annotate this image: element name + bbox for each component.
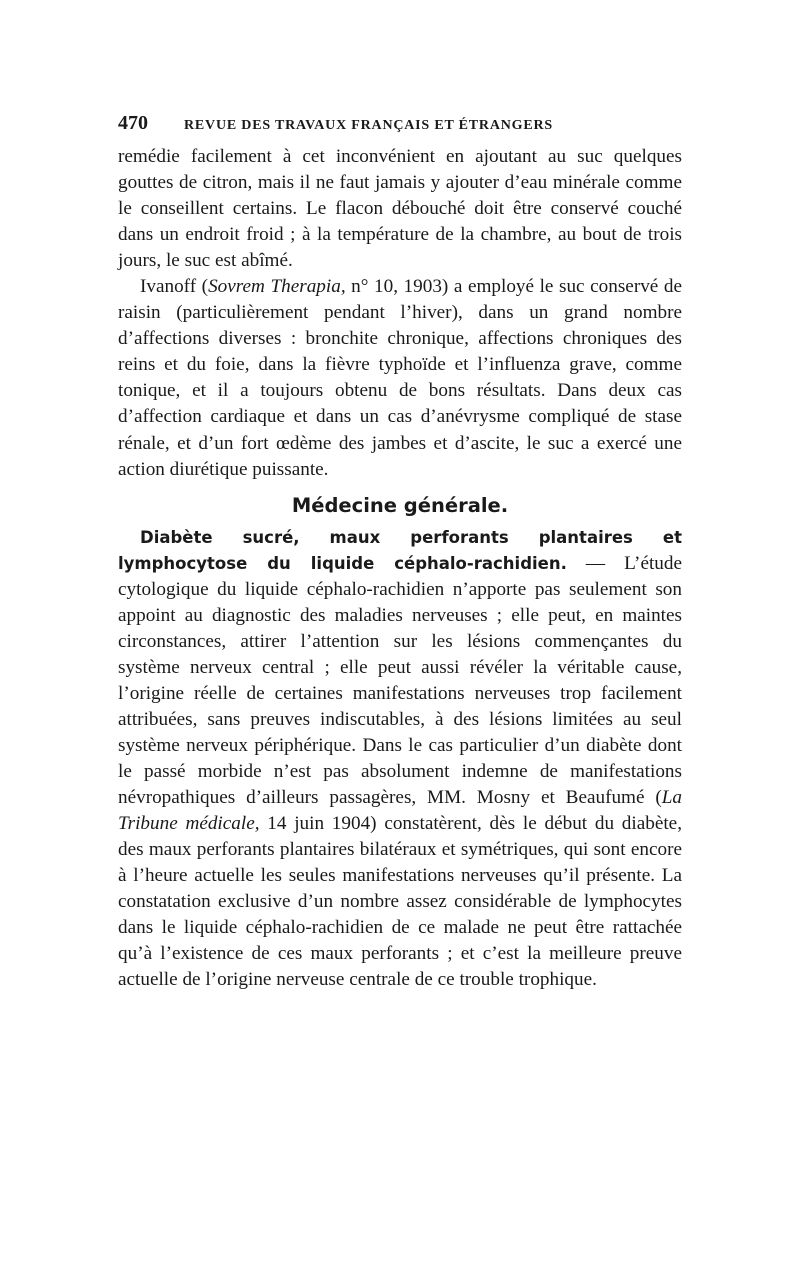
paragraph-continuation: remédie facilement à cet inconvénient en ajoutant au suc quelques gouttes de citron, mais il ne faut jamais y ajouter d’eau minérale comme le conseillent certains. Le flacon débouché doit être conservé couché dans un endroit froid ; à la température de la chambre, au bout de trois jours, le suc est abîmé. (118, 146, 682, 272)
article-body-part-1: — L’étude cytologique du liquide céphalo-rachidien n’apporte pas seulement son appoint au diagnostic des maladies nerveuses ; elle peut, en maintes circonstances, attirer l’attention sur les lésions commençantes du système nerveux central ; elle peut aussi révéler la véritable cause, l’origine réelle de certaines manifestations nerveuses trop facilement attribuées, sans preuves indiscutables, à des lésions limitées au seul système nerveux périphérique. Dans le cas particulier d’un diabète dont le passé morbide n’est pas absolument indemne de manifestations névropathiques d’ailleurs passagères, MM. Mosny et Beaufumé ( (118, 552, 682, 809)
book-page (118, 112, 682, 993)
running-head (118, 112, 682, 144)
paragraph-ivanoff (118, 274, 682, 482)
source-title: Sovrem Therapia, (208, 276, 346, 298)
body-text (118, 144, 682, 993)
source-reference: n° 10, 1903) (345, 276, 449, 298)
article-body-part-2: 14 juin 1904) constatèrent, dès le début du diabète, des maux perforants plantaires bilatéraux et symétriques, qui sont encore à l’heure actuelle les seules manifestations nerveuses qu’il présente. La constatation exclusive d’un nombre assez considérable de lymphocytes dans le liquide céphalo-rachidien de ce malade ne peut être rattachée qu’à l’existence de ces maux perforants ; et c’est la meilleure preuve actuelle de l’origine nerveuse centrale de ce trouble trophique. (118, 813, 682, 991)
article-paragraph (118, 525, 682, 994)
article-lead: Diabète sucré, maux perforants plantaires et lymphocytose du liquide céphalo-rachidien. (118, 527, 682, 573)
article-source-title: La Tribune médicale, (118, 787, 682, 835)
section-heading: Médecine générale. (291, 493, 509, 517)
paragraph-body: a employé le suc conservé de raisin (particulièrement pendant l’hiver), dans un grand nombre d’affections diverses : bronchite chronique, affections chroniques des reins et du foie, dans la fièvre typhoïde et l’influenza grave, comme tonique, et il a toujours obtenu de bons résultats. Dans deux cas d’affection cardiaque et dans un cas d’anévrysme compliqué de stase rénale, et d’un fort œdème des jambes et d’ascite, le suc a exercé une action diurétique puissante. (118, 276, 682, 480)
author-name: Ivanoff ( (140, 276, 209, 298)
journal-title: REVUE DES TRAVAUX FRANÇAIS ET ÉTRANGERS (184, 118, 553, 133)
page-number: 470 (118, 112, 148, 134)
